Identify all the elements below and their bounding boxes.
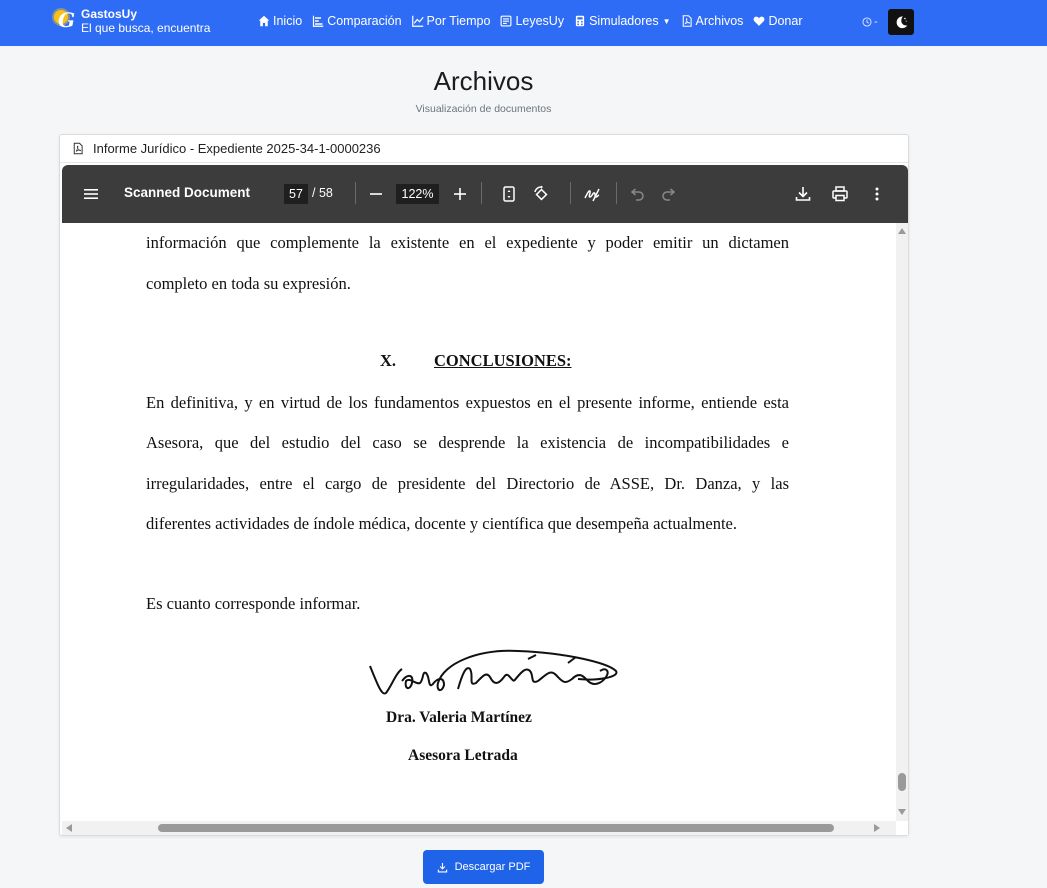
- download-icon: [437, 862, 448, 873]
- chevron-down-icon: ▼: [662, 16, 671, 26]
- scroll-left-arrow-icon[interactable]: [66, 824, 72, 832]
- plus-icon: [451, 185, 469, 203]
- document-line: completo en toda su expresión.: [146, 274, 351, 293]
- calculator-icon: [574, 15, 586, 27]
- undo-icon: [628, 185, 646, 203]
- section-number: X.: [380, 351, 397, 370]
- zoom-out-button[interactable]: [367, 185, 385, 203]
- vertical-scroll-thumb[interactable]: [898, 773, 906, 791]
- scroll-up-arrow-icon[interactable]: [898, 228, 906, 234]
- horizontal-scroll-thumb[interactable]: [158, 824, 834, 832]
- page-number-input[interactable]: 57: [284, 184, 308, 204]
- signer-name: Dra. Valeria Martínez: [386, 709, 532, 726]
- more-vertical-icon: [868, 185, 886, 203]
- scroll-down-arrow-icon[interactable]: [898, 809, 906, 815]
- download-pdf-label: Descargar PDF: [454, 861, 531, 873]
- history-button[interactable]: [862, 16, 878, 28]
- document-line: En definitiva, y en virtud de los fundamentos expuestos en el presente informe, entiende esta: [146, 393, 789, 412]
- page-total: / 58: [312, 186, 333, 200]
- pdf-file-icon: [681, 15, 693, 27]
- nav-label: Simuladores: [589, 14, 659, 28]
- line-chart-icon: [412, 15, 424, 27]
- page-title: Archivos: [433, 66, 534, 96]
- compare-icon: [312, 15, 324, 27]
- redo-icon: [660, 185, 678, 203]
- nav-item-archivos[interactable]: [681, 14, 744, 28]
- theme-toggle-button[interactable]: [888, 9, 914, 35]
- brand-name: GastosUy: [81, 7, 138, 21]
- nav-label: Archivos: [695, 14, 744, 28]
- pdf-page: [62, 223, 896, 821]
- nav-label: Por Tiempo: [426, 14, 491, 28]
- law-book-icon: [500, 15, 512, 27]
- main-nav: [258, 14, 812, 28]
- nav-item-donar[interactable]: [753, 14, 802, 28]
- nav-label: Donar: [768, 14, 803, 28]
- brand-logo-icon: G: [54, 8, 78, 34]
- heart-icon: [753, 15, 765, 27]
- draw-icon: [583, 185, 601, 203]
- hamburger-menu-icon: [82, 185, 100, 203]
- more-options-button[interactable]: [868, 185, 886, 203]
- nav-label: LeyesUy: [515, 14, 565, 28]
- nav-item-inicio[interactable]: [258, 14, 302, 28]
- download-icon: [794, 185, 812, 203]
- page-subtitle: Visualización de documentos: [415, 103, 552, 115]
- zoom-level-input[interactable]: 122%: [396, 184, 439, 204]
- scroll-right-arrow-icon[interactable]: [874, 824, 880, 832]
- undo-button[interactable]: [628, 185, 646, 203]
- nav-label: Comparación: [327, 14, 402, 28]
- download-button[interactable]: [794, 185, 812, 203]
- document-line: irregularidades, entre el cargo de presidente del Directorio de ASSE, Dr. Danza, y las: [146, 474, 789, 493]
- clock-icon: [862, 17, 872, 27]
- brand-tagline: El que busca, encuentra: [81, 21, 211, 35]
- rotate-icon: [532, 185, 550, 203]
- print-button[interactable]: [831, 185, 849, 203]
- section-heading: CONCLUSIONES:: [434, 351, 572, 370]
- nav-item-simuladores[interactable]: [574, 14, 670, 28]
- document-line: Asesora, que del estudio del caso se desprende la existencia de incompatibilidades e: [146, 433, 789, 452]
- brand-link[interactable]: [54, 7, 210, 35]
- document-title: Informe Jurídico - Expediente 2025-34-1-0000236: [93, 141, 381, 156]
- menu-button[interactable]: [82, 185, 100, 203]
- document-line: diferentes actividades de índole médica, docente y científica que desempeña actualmente.: [146, 514, 737, 533]
- nav-item-por-tiempo[interactable]: [412, 14, 491, 28]
- download-pdf-button[interactable]: [423, 850, 544, 884]
- pdf-toolbar: [62, 165, 908, 223]
- viewer-doc-name: Scanned Document: [124, 185, 251, 200]
- document-card: [59, 134, 909, 836]
- pdf-viewer: [62, 165, 908, 835]
- pdf-file-icon: [72, 142, 84, 155]
- document-header: [60, 135, 908, 163]
- fit-page-icon: [500, 185, 518, 203]
- printer-icon: [831, 185, 849, 203]
- redo-button[interactable]: [660, 185, 678, 203]
- history-label: -: [874, 16, 878, 28]
- minus-icon: [367, 185, 385, 203]
- nav-label: Inicio: [273, 14, 303, 28]
- signer-role: Asesora Letrada: [408, 747, 518, 764]
- fit-page-button[interactable]: [500, 185, 518, 203]
- top-navbar: [0, 0, 1047, 46]
- vertical-scrollbar[interactable]: [896, 223, 908, 821]
- nav-item-comparacion[interactable]: [312, 14, 401, 28]
- handwritten-signature: [358, 641, 628, 711]
- nav-item-leyesuy[interactable]: [500, 14, 564, 28]
- zoom-in-button[interactable]: [451, 185, 469, 203]
- moon-icon: [894, 15, 908, 29]
- rotate-button[interactable]: [532, 185, 550, 203]
- draw-button[interactable]: [583, 185, 601, 203]
- document-line: Es cuanto corresponde informar.: [146, 594, 361, 613]
- horizontal-scrollbar[interactable]: [62, 821, 896, 835]
- document-line: información que complemente la existente en el expediente y poder emitir un dictamen: [146, 233, 789, 252]
- home-icon: [258, 15, 270, 27]
